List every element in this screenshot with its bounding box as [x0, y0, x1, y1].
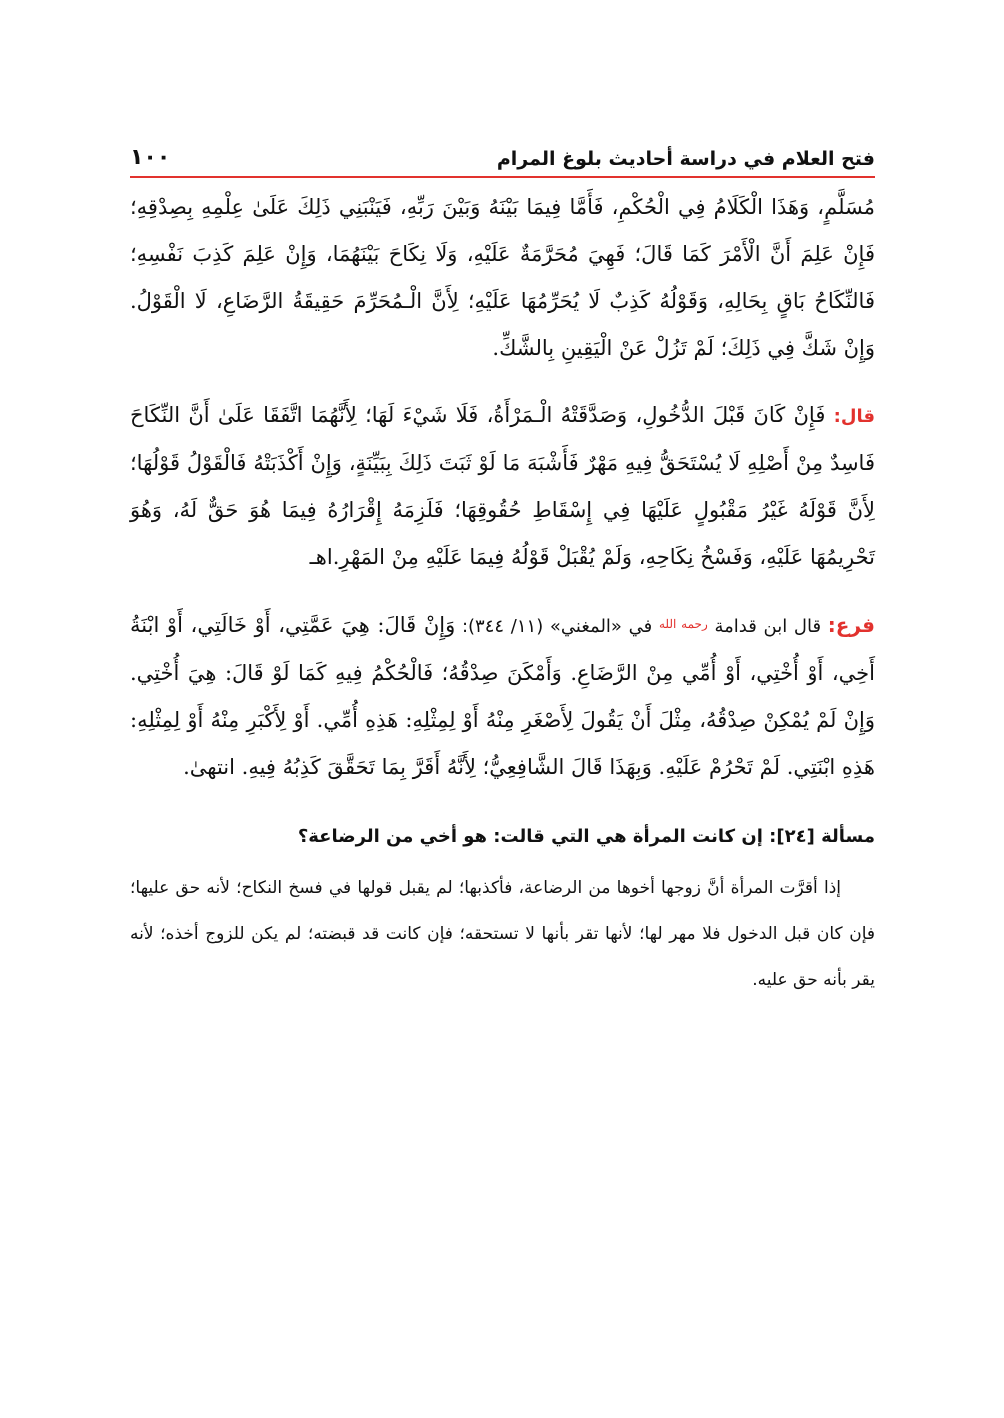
paragraph-far	[130, 601, 875, 791]
qala-label: قال:	[833, 406, 875, 427]
page-number: ١٠٠	[130, 145, 171, 170]
paragraph-qala	[130, 392, 875, 581]
far-reference: في «المغني» (١١/ ٣٤٤):	[455, 616, 659, 637]
page	[130, 120, 875, 1003]
qala-text: فَإِنْ كَانَ قَبْلَ الدُّخُولِ، وَصَدَّقَتْهُ الْـمَرْأَةُ، فَلَا شَيْءَ لَهَا؛ لِأَنَّهُمَا اتَّفَقَا عَلَىٰ أَنَّ النِّكَاحَ فَاسِدٌ مِنْ أَصْلِهِ لَا يُسْتَحَقُّ فِيهِ مَهْرٌ فَأَشْبَهَ مَا لَوْ ثَبَتَ ذَلِكَ بِبَيِّنَةٍ، وَإِنْ أَكْذَبَتْهُ فَالْقَوْلُ قَوْلُهَا؛ لِأَنَّ قَوْلَهُ غَيْرُ مَقْبُولٍ عَلَيْهَا فِي إِسْقَاطِ حُقُوقِهَا؛ فَلَزِمَهُ إِقْرَارُهُ فِيمَا هُوَ حَقٌّ لَهُ، وَهُوَ تَحْرِيمُهَا عَلَيْهِ، وَفَسْخُ نِكَاحِهِ، وَلَمْ يُقْبَلْ قَوْلُهُ فِيمَا عَلَيْهِ مِنْ المَهْرِ.اهـ	[130, 403, 875, 569]
page-header	[130, 120, 875, 178]
far-text: وَإِنْ قَالَ: هِيَ عَمَّتِي، أَوْ خَالَتِي، أَوْ ابْنَةُ أَخِي، أَوْ أُخْتِي، أَوْ أُمِّي مِنْ الرَّضَاعِ. وَأَمْكَنَ صِدْقُهُ؛ فَالْحُكْمُ فِيهِ كَمَا لَوْ قَالَ: هِيَ أُخْتِي. وَإِنْ لَمْ يُمْكِنْ صِدْقُهُ، مِثْلَ أَنْ يَقُولَ لِأَصْغَرِ مِنْهُ أَوْ لِمِثْلِهِ: هَذِهِ أُمِّي. أَوْ لِأَكْبَرِ مِنْهُ أَوْ لِمِثْلِهِ: هَذِهِ ابْنَتِي. لَمْ تَحْرُمْ عَلَيْهِ. وَبِهَذَا قَالَ الشَّافِعِيُّ؛ لِأَنَّهُ أَقَرَّ بِمَا تَحَقَّقَ كَذِبُهُ فِيهِ. انتهىٰ.	[130, 613, 875, 779]
section-text: إذا أقرَّت المرأة أنَّ زوجها أخوها من الرضاعة، فأكذبها؛ لم يقبل قولها في فسخ النكاح؛ لأنه حق عليها؛ فإن كان قبل الدخول فلا مهر لها؛ لأنها تقر بأنها لا تستحقه؛ فإن كانت قد قبضته؛ لم يكن للزوج أخذه؛ لأنه يقر بأنه حق عليه.	[130, 878, 875, 990]
far-intro: قال ابن قدامة	[707, 616, 828, 637]
section-heading: مسألة [٢٤]: إن كانت المرأة هي التي قالت: هو أخي من الرضاعة؟	[297, 826, 875, 847]
section-paragraph	[130, 865, 875, 1003]
honorific-seal: رحمه الله	[658, 617, 708, 631]
paragraph-continuation-text: مُسَلَّمٍ، وَهَذَا الْكَلَامُ فِي الْحُكْمِ، فَأَمَّا فِيمَا بَيْنَهُ وَبَيْنَ رَبِّهِ، فَيَنْبَنِي ذَلِكَ عَلَىٰ عِلْمِهِ بِصِدْقِهِ؛ فَإِنْ عَلِمَ أَنَّ الْأَمْرَ كَمَا قَالَ؛ فَهِيَ مُحَرَّمَةٌ عَلَيْهِ، وَلَا نِكَاحَ بَيْنَهُمَا، وَإِنْ عَلِمَ كَذِبَ نَفْسِهِ؛ فَالنِّكَاحُ بَاقٍ بِحَالِهِ، وَقَوْلُهُ كَذِبٌ لَا يُحَرِّمُهَا عَلَيْهِ؛ لِأَنَّ الْـمُحَرِّمَ حَقِيقَةُ الرَّضَاعِ، لَا الْقَوْلُ. وَإِنْ شَكَّ فِي ذَلِكَ؛ لَمْ تَزُلْ عَنْ الْيَقِينِ بِالشَّكِّ.	[130, 195, 875, 360]
running-title: فتح العلام في دراسة أحاديث بلوغ المرام	[496, 148, 875, 170]
far-label: فرع:	[827, 613, 875, 637]
paragraph-continuation	[130, 184, 875, 372]
